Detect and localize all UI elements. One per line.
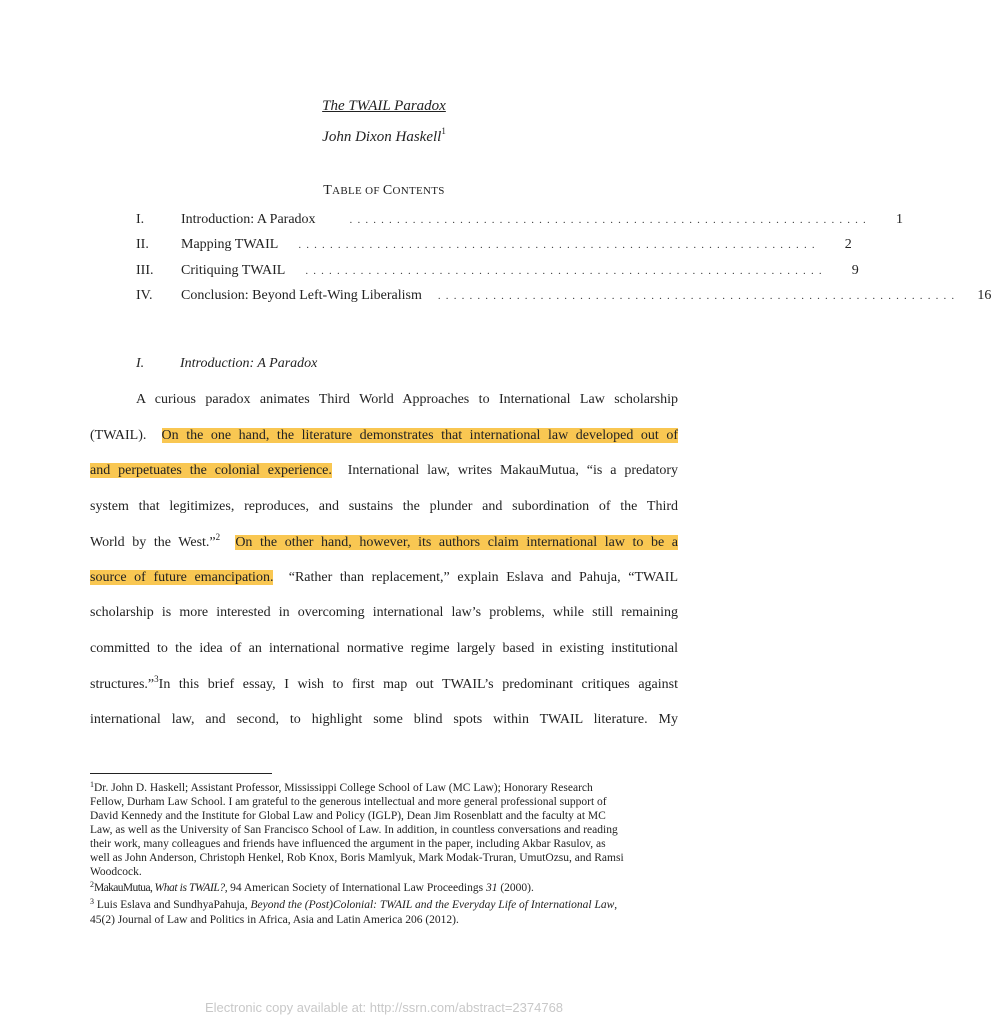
- footnote-1: [90, 781, 678, 795]
- body-text: structures.”: [90, 677, 155, 692]
- section-heading: [136, 356, 318, 372]
- body-text: system that legitimizes, reproduces, and sustains the plunder and subordination of the Third: [90, 499, 678, 514]
- toc-entry-page: 2: [844, 237, 852, 252]
- body-line: [90, 426, 678, 446]
- body-line: [90, 533, 678, 553]
- body-text: International law, writes MakauMutua, “is a predatory: [347, 463, 678, 478]
- toc-heading-rest2: ONTENTS: [392, 185, 445, 197]
- toc-leader-dots: . . . . . . . . . . . . . . . . . . . . . . . . . . . . . . . . . . . . . . . . . . . . . . . . . . . . . . . . . . . . . . . . . .: [437, 290, 956, 302]
- footnote-1-cont: [90, 851, 678, 865]
- footnote-text: (2000).: [497, 882, 534, 894]
- body-line: [90, 710, 678, 730]
- toc-entry-page: 9: [851, 263, 859, 278]
- body-text: scholarship is more interested in overcoming international law’s problems, while still remaining: [90, 605, 678, 620]
- footnote-2: [90, 881, 678, 895]
- body-text: international law, and second, to highlight some blind spots within TWAIL literature. My: [90, 712, 678, 727]
- footnote-3-cont: [90, 913, 678, 927]
- body-text: committed to the idea of an international normative regime largely based in existing institutional: [90, 641, 678, 656]
- toc-heading-cap2: C: [382, 183, 393, 198]
- highlighted-text: and perpetuates the colonial experience.: [90, 463, 332, 478]
- author-name: John Dixon Haskell: [322, 129, 442, 145]
- body-line: [90, 568, 678, 588]
- footnote-1-cont: [90, 823, 678, 837]
- footnote-ref-1[interactable]: 1: [441, 126, 446, 136]
- body-line: [136, 390, 678, 410]
- footnote-text: Woodcock.: [90, 866, 142, 878]
- highlighted-text: On the one hand, the literature demonstrates that international law developed out of: [161, 428, 678, 443]
- toc-entry[interactable]: [136, 263, 859, 283]
- toc-leader-dots: . . . . . . . . . . . . . . . . . . . . . . . . . . . . . . . . . . . . . . . . . . . . . . . . . . . . . . . . . . . . . . . . . .: [349, 214, 867, 226]
- footnote-text: well as John Anderson, Christoph Henkel, Rob Knox, Boris Mamlyuk, Mark Modak-Truran, UmutOzsu, and Ramsi: [90, 852, 624, 864]
- toc-entry[interactable]: [136, 212, 903, 232]
- toc-heading-rest1: ABLE OF: [332, 185, 383, 197]
- footnote-ref-2[interactable]: 2: [215, 532, 221, 542]
- paper-title: [0, 98, 768, 115]
- toc-entry-title: Conclusion: Beyond Left-Wing Liberalism: [181, 288, 422, 303]
- body-line: [90, 461, 678, 481]
- footnote-text: their work, many colleagues and friends have influenced the argument in the paper, including Akbar Rasulov, as: [90, 838, 606, 850]
- footnote-separator: [90, 773, 272, 774]
- body-text: “Rather than replacement,” explain Eslava and Pahuja, “TWAIL: [288, 570, 679, 585]
- body-text: In this brief essay, I wish to first map out TWAIL’s predominant critiques against: [158, 677, 678, 692]
- body-text: (TWAIL).: [90, 428, 147, 443]
- footnote-1-cont: [90, 865, 678, 879]
- toc-entry-number: II.: [136, 237, 149, 252]
- watermark-text: Electronic copy available at: http://ssrn.com/abstract=2374768: [204, 1000, 564, 1015]
- footnote-number: 2: [90, 880, 94, 889]
- footnote-text: David Kennedy and the Institute for Global Law and Policy (IGLP), Dean Jim Rosenblatt and the faculty at MC: [90, 810, 606, 822]
- toc-entry-page: 16: [977, 288, 991, 303]
- footnote-text: Law, as well as the University of San Francisco School of Law. In addition, in countless conversations and reading: [90, 824, 618, 836]
- toc-entry[interactable]: [136, 288, 991, 308]
- footnote-number: 1: [90, 780, 94, 789]
- footnote-text: Fellow, Durham Law School. I am grateful to the generous intellectual and more general professional support of: [90, 796, 607, 808]
- footnote-3: [90, 898, 678, 912]
- toc-entry-number: IV.: [136, 288, 153, 303]
- highlighted-text: source of future emancipation.: [90, 570, 274, 585]
- footnote-text: 31: [485, 882, 498, 894]
- footnote-ref-3[interactable]: 3: [154, 674, 159, 684]
- toc-entry-number: III.: [136, 263, 154, 278]
- footnote-text: MakauMutua,: [94, 882, 155, 894]
- toc-entry-title: Mapping TWAIL: [181, 237, 279, 252]
- ssrn-watermark[interactable]: [0, 1000, 768, 1015]
- body-text: World by the West.”: [90, 535, 216, 550]
- footnote-number: 3: [90, 897, 94, 906]
- section-number: I.: [136, 356, 145, 371]
- paper-title-text: The TWAIL Paradox: [322, 98, 446, 114]
- author-line: [0, 126, 768, 146]
- toc-entry-title: Critiquing TWAIL: [181, 263, 286, 278]
- toc-entry-title: Introduction: A Paradox: [181, 212, 316, 227]
- footnote-cited-title: What is TWAIL?,: [154, 882, 228, 894]
- footnote-text: 45(2) Journal of Law and Politics in Africa, Asia and Latin America 206 (2012).: [90, 914, 459, 926]
- footnote-1-cont: [90, 837, 678, 851]
- toc-entry-number: I.: [136, 212, 145, 227]
- footnote-1-cont: [90, 795, 678, 809]
- body-line: [90, 675, 678, 695]
- footnote-cited-title: Beyond the (Post)Colonial: TWAIL and the Everyday Life of International Law: [250, 899, 615, 911]
- toc-leader-dots: . . . . . . . . . . . . . . . . . . . . . . . . . . . . . . . . . . . . . . . . . . . . . . . . . . . . . . . . . . . . . . . . . .: [298, 239, 816, 251]
- footnote-text: Luis Eslava and SundhyaPahuja,: [94, 899, 251, 911]
- toc-heading-cap1: T: [323, 183, 333, 198]
- body-line: [90, 639, 678, 659]
- toc-entry[interactable]: [136, 237, 852, 257]
- highlighted-text: On the other hand, however, its authors claim international law to be a: [235, 535, 679, 550]
- toc-heading: [0, 183, 768, 199]
- toc-entry-page: 1: [896, 212, 903, 227]
- footnote-text: Dr. John D. Haskell; Assistant Professor, Mississippi College School of Law (MC Law); Honorary Research: [94, 782, 593, 794]
- toc-leader-dots: . . . . . . . . . . . . . . . . . . . . . . . . . . . . . . . . . . . . . . . . . . . . . . . . . . . . . . . . . . . . . . . . . .: [305, 265, 823, 277]
- section-title: Introduction: A Paradox: [180, 356, 318, 371]
- body-line: [90, 497, 678, 517]
- body-line: [90, 603, 678, 623]
- footnote-text: 94 American Society of International Law Proceedings: [227, 882, 486, 894]
- body-text: A curious paradox animates Third World Approaches to International Law scholarship: [136, 392, 678, 407]
- footnote-text: ,: [614, 899, 618, 911]
- footnote-1-cont: [90, 809, 678, 823]
